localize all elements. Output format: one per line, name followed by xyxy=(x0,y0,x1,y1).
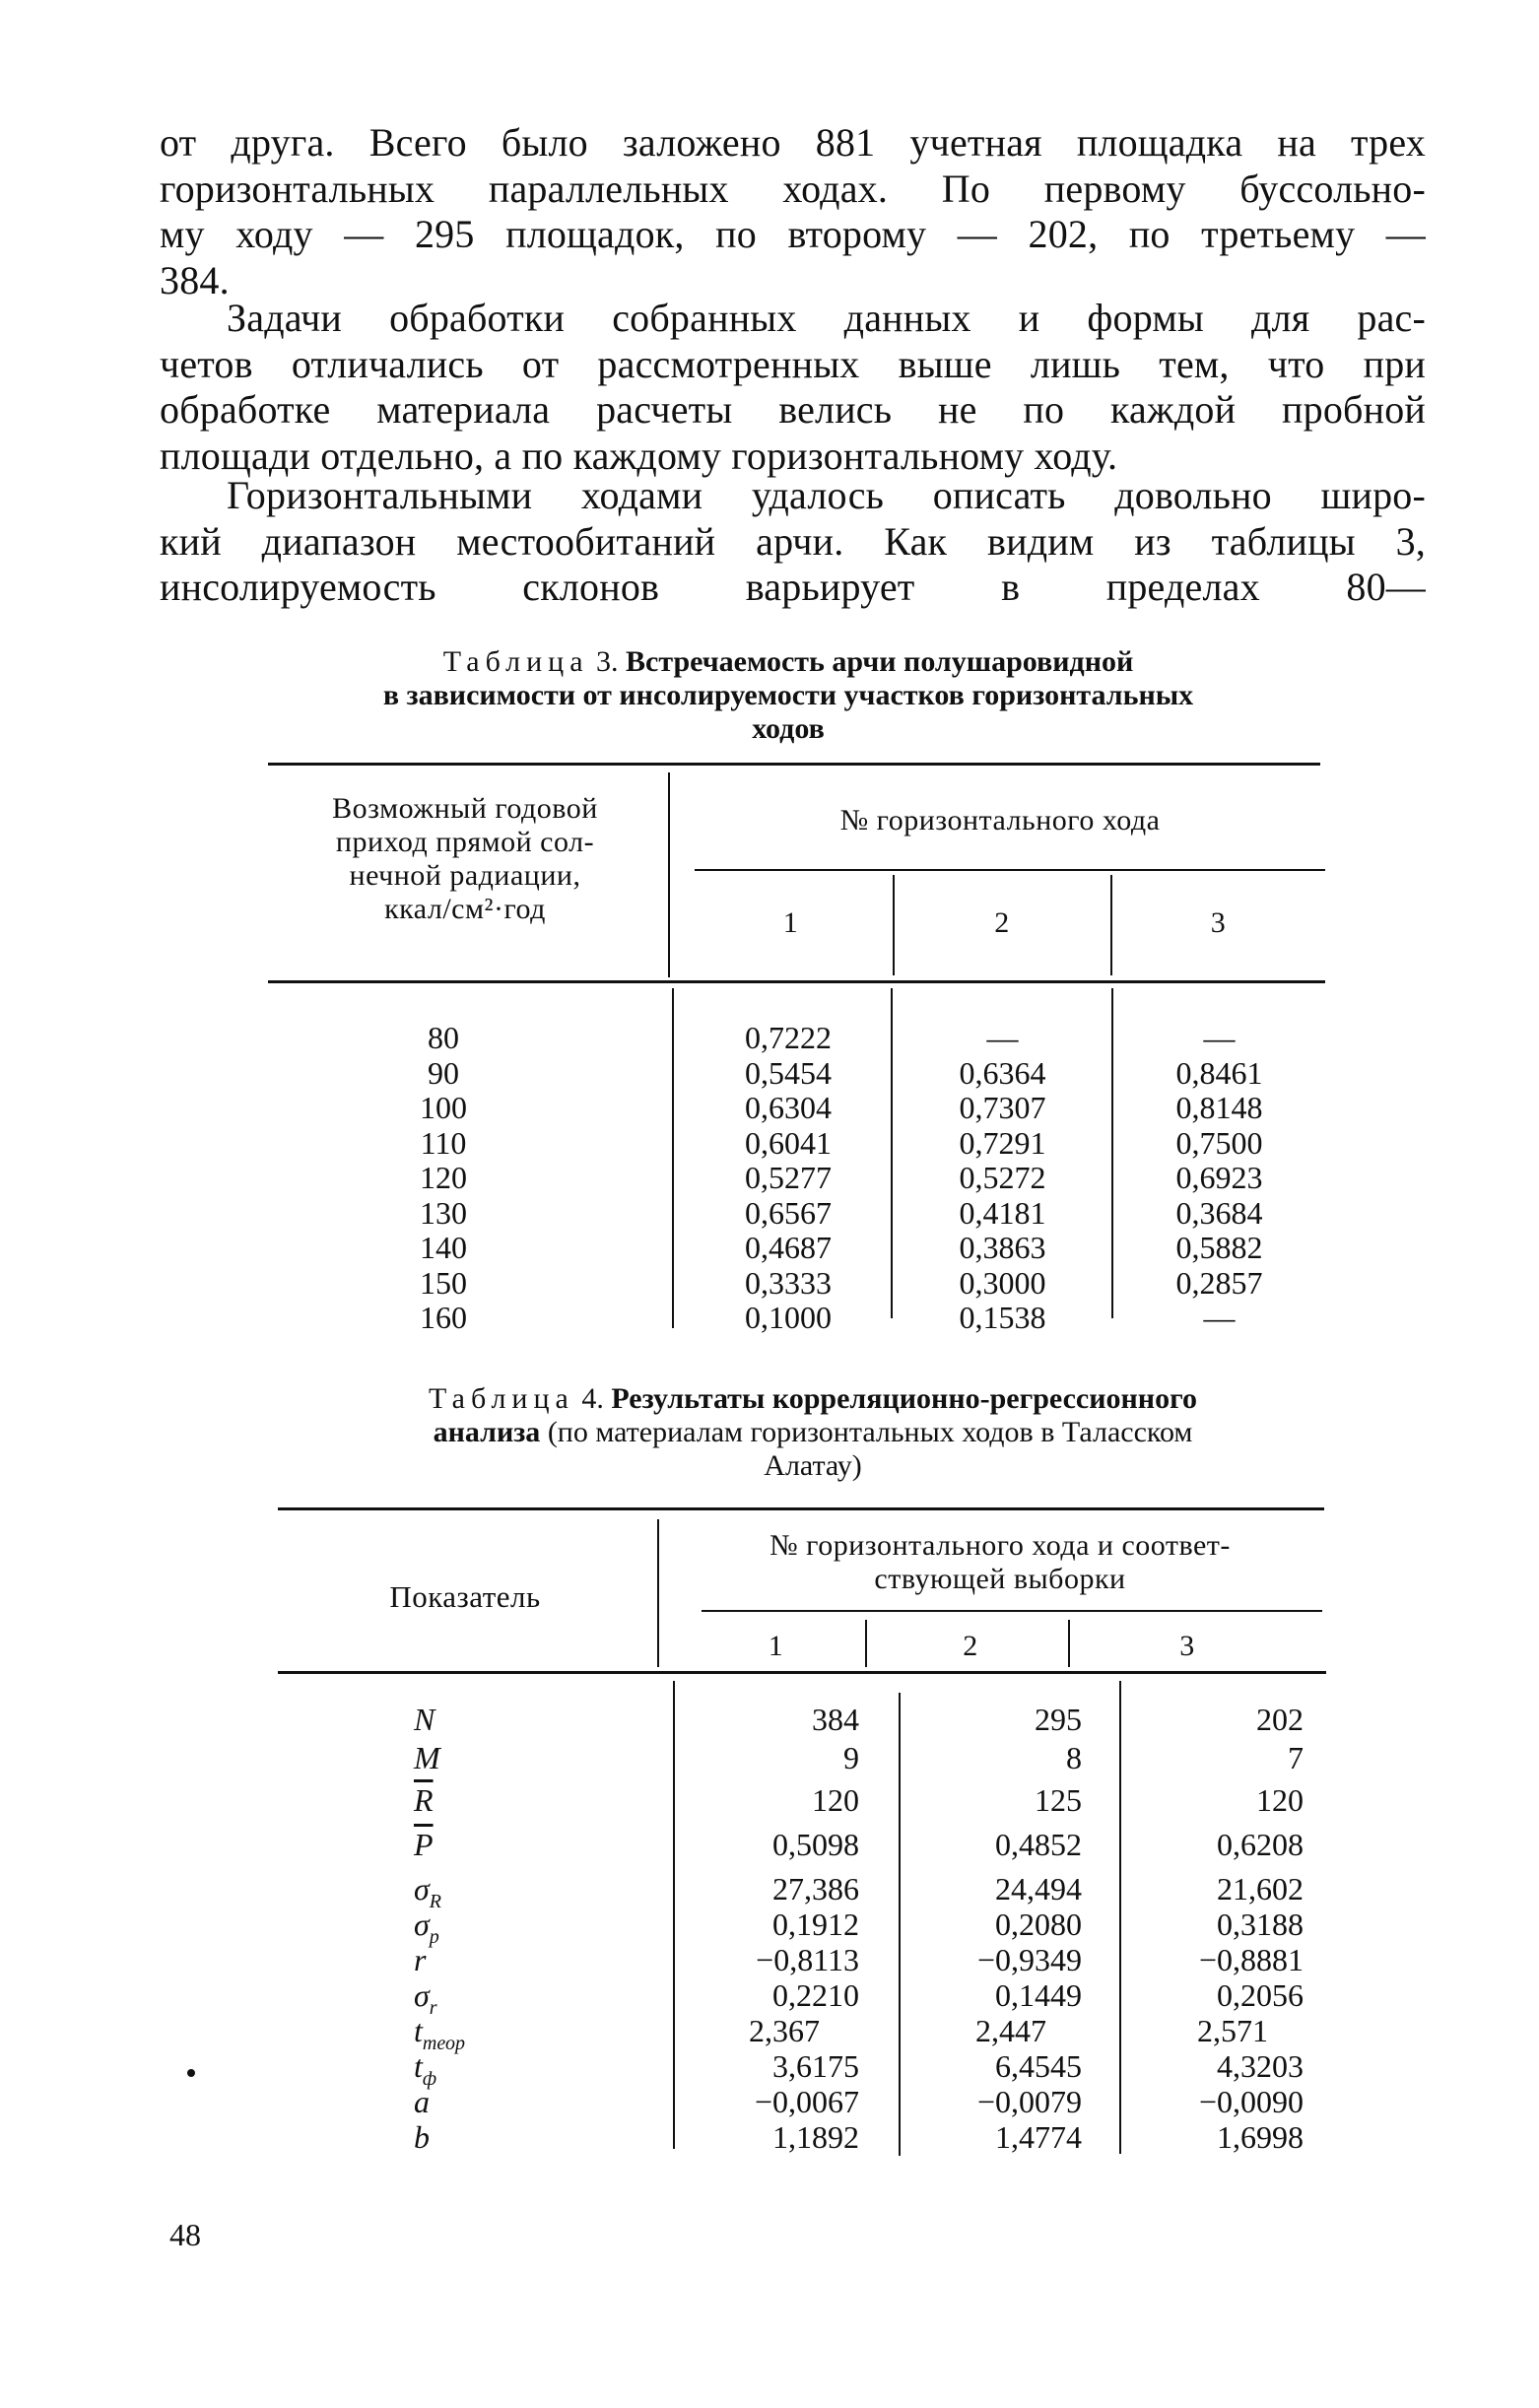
row-label-r: r xyxy=(414,1942,427,1977)
text-line: му ходу — 295 площадок, по второму — 202, по третьему — xyxy=(160,212,1426,256)
text-line: горизонтальных параллельных ходах. По первому буссольно- xyxy=(160,166,1426,211)
table-cell: 80 xyxy=(428,1020,459,1055)
column-divider xyxy=(891,988,893,1318)
row-label-t-f: $t_ф$ xyxy=(414,2048,437,2090)
table-cell: 3,6175 xyxy=(772,2048,859,2084)
table-cell: 160 xyxy=(420,1300,467,1335)
table-cell: 130 xyxy=(420,1194,467,1231)
table-cell: 0,3684 xyxy=(1175,1194,1263,1231)
table-cell: — xyxy=(986,1020,1019,1055)
row-label-sigma-R: $\sigma_R$ xyxy=(414,1871,441,1912)
table-cell: 7 xyxy=(1288,1740,1304,1775)
table-cell: 0,7222 xyxy=(745,1020,832,1055)
caption-title-line: (по материалам горизонтальных ходов в Таласском xyxy=(547,1416,1193,1448)
table-cell: 110 xyxy=(420,1124,467,1161)
table-cell: 6,4545 xyxy=(995,2048,1082,2084)
table-cell: 24,494 xyxy=(995,1871,1082,1906)
table-cell: 0,6567 xyxy=(745,1194,832,1231)
table-cell: 0,2857 xyxy=(1175,1264,1263,1301)
text-line: Задачи обработки собранных данных и формы для рас- xyxy=(227,296,1426,340)
subheader-rule xyxy=(702,1610,1322,1612)
table-cell: 0,4687 xyxy=(745,1230,832,1265)
text-line: обработке материала расчеты велись не по каждой пробной xyxy=(160,387,1426,432)
column-divider xyxy=(657,1519,659,1667)
row-header: Показатель xyxy=(389,1579,541,1614)
table-cell: 100 xyxy=(420,1090,467,1125)
table-cell: 384 xyxy=(812,1702,859,1737)
row-header-line: нечной радиации, xyxy=(349,859,581,892)
table-cell: 0,4852 xyxy=(995,1827,1082,1862)
column-header-1: 1 xyxy=(768,1630,784,1662)
caption-title-line: Встречаемость арчи полушаровидной xyxy=(626,645,1134,678)
row-header-line: ккал/см²·год xyxy=(384,893,546,925)
column-divider xyxy=(672,988,674,1328)
table-cell: 0,5277 xyxy=(745,1160,832,1195)
table-cell: 0,2080 xyxy=(995,1906,1082,1942)
table-cell: 0,5272 xyxy=(959,1160,1046,1195)
row-header-line: Возможный годовой xyxy=(332,792,598,825)
table-top-rule xyxy=(268,763,1320,766)
table-cell: −0,0079 xyxy=(976,2084,1082,2119)
table-cell: 140 xyxy=(420,1230,467,1265)
text-line: площади отдельно, а по каждому горизонтальному ходу. xyxy=(160,433,1118,478)
bullet-mark xyxy=(187,2069,195,2077)
caption-title-line: ходов xyxy=(752,712,825,745)
text-line: кий диапазон местообитаний арчи. Как видим из таблицы 3, xyxy=(160,518,1426,564)
table-cell: 1,4774 xyxy=(995,2119,1082,2155)
table-cell: −0,8113 xyxy=(756,1942,859,1977)
column-divider xyxy=(1068,1620,1070,1667)
row-header-line: приход прямой сол- xyxy=(335,826,595,858)
table-cell: 0,6923 xyxy=(1175,1160,1263,1195)
table-4-caption xyxy=(281,1382,1345,1483)
column-divider xyxy=(668,772,670,977)
caption-title-line: анализа xyxy=(433,1416,541,1448)
paragraph-2 xyxy=(160,296,1426,479)
table-cell: 0,2210 xyxy=(772,1977,859,2013)
subheader-rule xyxy=(695,869,1325,871)
column-header-3: 3 xyxy=(1179,1630,1195,1662)
caption-number: 4. xyxy=(581,1382,604,1415)
table-cell: −0,8881 xyxy=(1198,1942,1304,1977)
table-cell: 0,6304 xyxy=(745,1090,832,1125)
text-line: инсолируемость склонов варьирует в пределах 80— xyxy=(160,565,1426,609)
table-3-caption xyxy=(266,645,1310,746)
table-cell: — xyxy=(1203,1300,1236,1335)
row-label-R-mean: $\overline{R}$ xyxy=(414,1782,434,1818)
group-header: № горизонтального хода xyxy=(839,804,1161,836)
group-header-line: № горизонтального хода и соответ- xyxy=(770,1529,1231,1562)
table-cell: 21,602 xyxy=(1217,1871,1304,1906)
table-cell: 0,8461 xyxy=(1175,1054,1263,1091)
column-header-2: 2 xyxy=(963,1630,978,1662)
table-top-rule xyxy=(278,1507,1324,1510)
row-label-a: a xyxy=(414,2084,430,2119)
row-header xyxy=(268,792,662,926)
table-cell: 0,7500 xyxy=(1175,1124,1263,1161)
table-cell: 0,3000 xyxy=(959,1264,1046,1301)
table-cell: 0,2056 xyxy=(1217,1977,1304,2013)
column-divider xyxy=(673,1681,675,2149)
table-cell: 9 xyxy=(843,1740,859,1775)
table-cell: 0,5098 xyxy=(772,1827,859,1862)
table-cell: 0,6041 xyxy=(745,1124,832,1161)
table-cell: 202 xyxy=(1256,1702,1304,1737)
caption-title-line: в зависимости от инсолируемости участков горизонтальных xyxy=(382,679,1194,711)
table-cell: 150 xyxy=(420,1264,467,1301)
table-cell: −0,0090 xyxy=(1198,2084,1304,2119)
text-line: 384. xyxy=(160,257,230,302)
table-cell: 0,3188 xyxy=(1217,1906,1304,1942)
table-cell: 2,367 xyxy=(749,2013,820,2048)
page-number: 48 xyxy=(169,2217,201,2252)
table-cell: 0,1000 xyxy=(745,1300,832,1335)
table-cell: 0,3863 xyxy=(959,1230,1046,1265)
table-cell: 27,386 xyxy=(772,1871,859,1906)
text-line: Горизонтальными ходами удалось описать довольно широ- xyxy=(227,473,1426,517)
table-cell: 0,7307 xyxy=(959,1090,1046,1125)
table-cell: 295 xyxy=(1035,1702,1082,1737)
table-cell: 0,6208 xyxy=(1217,1827,1304,1862)
table-cell: 2,447 xyxy=(975,2013,1046,2048)
row-label-N: N xyxy=(414,1702,435,1737)
paragraph-1 xyxy=(160,120,1426,303)
table-cell: 0,3333 xyxy=(745,1264,832,1301)
caption-number: 3. xyxy=(596,645,619,678)
table-cell: 0,1449 xyxy=(995,1977,1082,2013)
row-label-t-theor: $t_{теор}$ xyxy=(414,2013,465,2054)
row-label-sigma-r: $\sigma_r$ xyxy=(414,1977,437,2019)
column-header-3: 3 xyxy=(1210,906,1227,939)
table-cell: 0,1912 xyxy=(772,1906,859,1942)
table-cell: 0,6364 xyxy=(959,1054,1046,1091)
text-line: четов отличались от рассмотренных выше лишь тем, что при xyxy=(160,341,1426,386)
table-cell: 1,6998 xyxy=(1217,2119,1304,2155)
caption-title-line: Алатау) xyxy=(764,1449,862,1482)
table-cell: −0,9349 xyxy=(976,1942,1082,1977)
table-cell: 0,7291 xyxy=(959,1124,1046,1161)
table-cell: 120 xyxy=(420,1160,467,1195)
table-cell: 120 xyxy=(812,1782,859,1818)
table-cell: −0,0067 xyxy=(754,2084,859,2119)
table-cell: 0,5882 xyxy=(1175,1230,1263,1265)
table-cell: 0,8148 xyxy=(1175,1090,1263,1125)
table-cell: 2,571 xyxy=(1197,2013,1268,2048)
caption-title-line: Результаты корреляционно-регрессионного xyxy=(611,1382,1197,1415)
paragraph-3 xyxy=(160,473,1426,611)
row-label-M: M xyxy=(414,1740,440,1775)
table-cell: 4,3203 xyxy=(1217,2048,1304,2084)
column-divider xyxy=(899,1693,901,2156)
table-cell: 0,1538 xyxy=(959,1300,1046,1335)
column-header-1: 1 xyxy=(782,906,799,939)
group-header xyxy=(670,1529,1330,1596)
row-label-P-mean: $\overline{P}$ xyxy=(414,1827,434,1862)
table-cell: 90 xyxy=(428,1054,459,1091)
row-label-b: b xyxy=(414,2119,430,2155)
table-cell: 0,4181 xyxy=(959,1194,1046,1231)
text-line: от друга. Всего было заложено 881 учетная площадка на трех xyxy=(160,120,1426,165)
header-bottom-rule xyxy=(278,1671,1326,1674)
table-cell: 120 xyxy=(1256,1782,1304,1818)
caption-prefix: Таблица xyxy=(429,1382,574,1415)
header-bottom-rule xyxy=(268,980,1325,983)
table-cell: 8 xyxy=(1066,1740,1082,1775)
table-cell: — xyxy=(1203,1020,1236,1055)
column-divider xyxy=(1119,1681,1121,2154)
table-cell: 0,5454 xyxy=(745,1054,832,1091)
group-header-line: ствующей выборки xyxy=(874,1563,1126,1595)
caption-prefix: Таблица xyxy=(442,645,589,678)
table-cell: 1,1892 xyxy=(772,2119,859,2155)
row-label-sigma-p: $\sigma_p$ xyxy=(414,1906,439,1948)
column-header-2: 2 xyxy=(994,906,1010,939)
table-cell: 125 xyxy=(1035,1782,1082,1818)
